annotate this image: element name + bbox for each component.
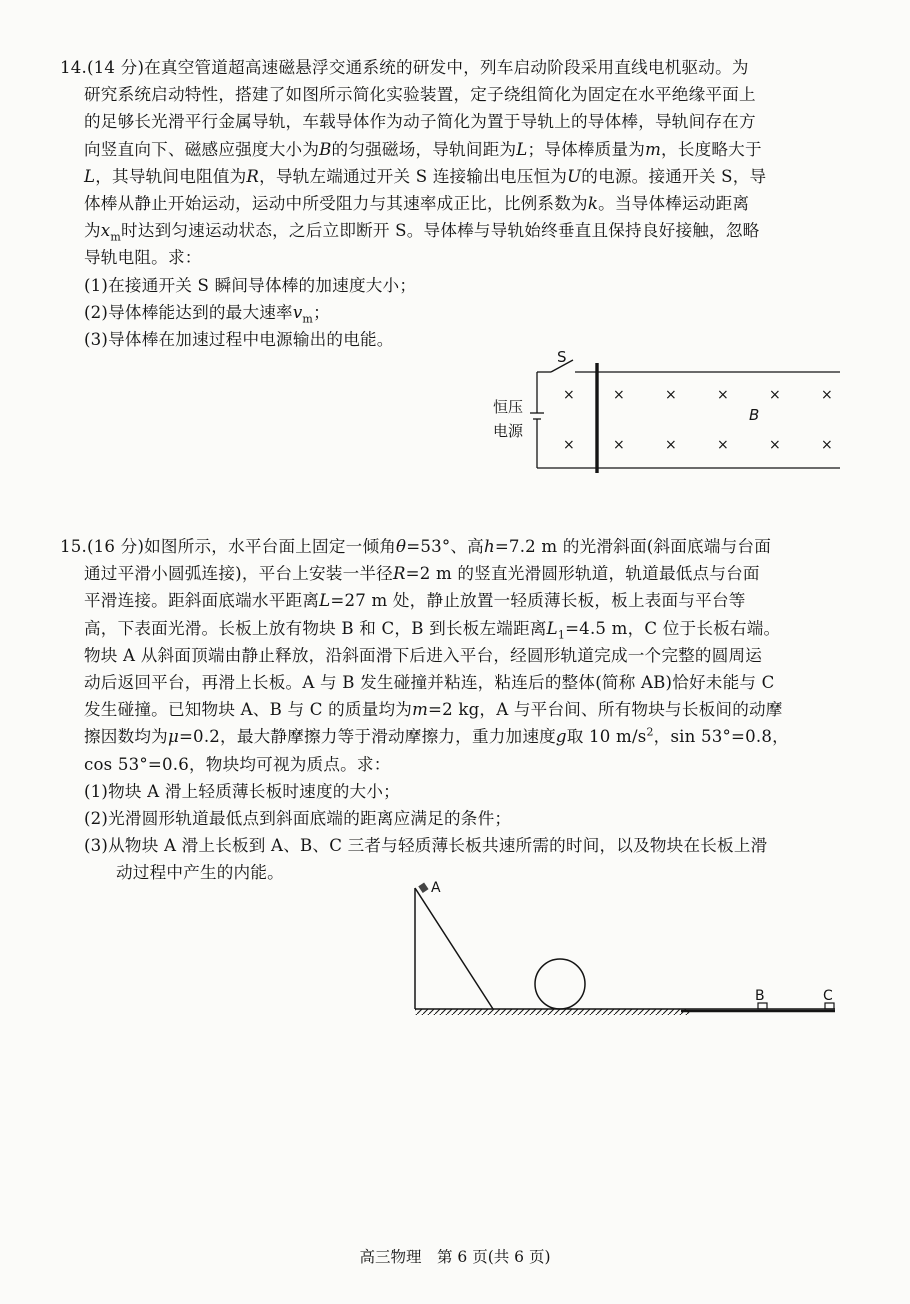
q15-sub-3: (3)从物块 A 滑上长板到 A、B、C 三者与轻质薄长板共速所需的时间，以及物块在长板上滑 bbox=[84, 836, 768, 856]
label-B: B bbox=[755, 988, 765, 1004]
ground-hatch bbox=[415, 1009, 690, 1015]
question-14 bbox=[60, 54, 850, 353]
q14-line: 的足够长光滑平行金属导轨，车载导体作为动子简化为置于导轨上的导体棒，导轨间存在方 bbox=[84, 112, 756, 132]
field-label: B bbox=[749, 406, 760, 424]
q14-line: 14.(14 分)在真空管道超高速磁悬浮交通系统的研发中，列车启动阶段采用直线电机驱动。为 bbox=[60, 58, 749, 77]
field-cross: × bbox=[769, 437, 781, 453]
page-footer: 高三物理 第 6 页(共 6 页) bbox=[359, 1248, 551, 1266]
q15-line: 平滑连接。距斜面底端水平距离L=27 m 处，静止放置一轻质薄长板，板上表面与平台等 bbox=[84, 591, 746, 611]
q14-sub-3: (3)导体棒在加速过程中电源输出的电能。 bbox=[84, 330, 394, 350]
q15-line: 15.(16 分)如图所示，水平台面上固定一倾角θ=53°、高h=7.2 m 的光滑斜面(斜面底端与台面 bbox=[60, 537, 772, 556]
source-label: 恒压 bbox=[493, 398, 524, 416]
q14-sub-1: (1)在接通开关 S 瞬间导体棒的加速度大小； bbox=[84, 275, 417, 295]
q15-line: cos 53°=0.6，物块均可视为质点。求： bbox=[84, 754, 391, 774]
field-cross: × bbox=[613, 437, 625, 453]
incline-loop-figure bbox=[405, 870, 845, 1030]
q15-line: 发生碰撞。已知物块 A、B 与 C 的质量均为m=2 kg，A 与平台间、所有物块与长板间的动摩 bbox=[84, 700, 783, 720]
q14-line: 体棒从静止开始运动，运动中所受阻力与其速率成正比，比例系数为k。当导体棒运动距离 bbox=[84, 194, 750, 214]
source-label: 电源 bbox=[493, 422, 524, 440]
field-cross: × bbox=[769, 387, 781, 403]
q14-sub-2: (2)导体棒能达到的最大速率$v_m$； bbox=[84, 302, 330, 326]
field-cross: × bbox=[563, 387, 575, 403]
q15-line: 物块 A 从斜面顶端由静止释放，沿斜面滑下后进入平台，经圆形轨道完成一个完整的圆周运 bbox=[84, 645, 763, 665]
field-cross: × bbox=[665, 387, 677, 403]
q15-sub-1: (1)物块 A 滑上轻质薄长板时速度的大小； bbox=[84, 781, 400, 801]
q15-sub-3-cont: 动过程中产生的内能。 bbox=[116, 863, 284, 883]
q14-line: 研究系统启动特性，搭建了如图所示简化实验装置，定子绕组简化为固定在水平绝缘平面上 bbox=[84, 85, 756, 105]
label-C: C bbox=[823, 988, 833, 1004]
q15-line: 高，下表面光滑。长板上放有物块 B 和 C，B 到长板左端距离$L_1=4.5$ m，C 位于长板右端。 bbox=[84, 618, 781, 641]
q15-line: 通过平滑小圆弧连接)，平台上安装一半径R=2 m 的竖直光滑圆形轨道，轨道最低点与台面 bbox=[84, 564, 760, 584]
switch-label: S bbox=[557, 348, 567, 366]
q14-line: 向竖直向下、磁感应强度大小为B的匀强磁场，导轨间距为L；导体棒质量为m，长度略大于 bbox=[84, 139, 762, 159]
circular-track bbox=[535, 959, 585, 1009]
question-15 bbox=[60, 533, 850, 887]
q15-sub-2: (2)光滑圆形轨道最低点到斜面底端的距离应满足的条件； bbox=[84, 809, 512, 829]
q14-line: L，其导轨间电阻值为R，导轨左端通过开关 S 连接输出电压恒为U的电源。接通开关 S，导 bbox=[84, 166, 767, 186]
q14-line: 导轨电阻。求： bbox=[84, 248, 202, 268]
rail-circuit-figure bbox=[485, 345, 850, 475]
q15-line: 擦因数均为μ=0.2，最大静摩擦力等于滑动摩擦力，重力加速度g取 10 $m/s^2$，sin 53°=0.8， bbox=[84, 725, 789, 747]
incline-slope bbox=[415, 888, 493, 1009]
block-A bbox=[418, 882, 428, 893]
field-cross: × bbox=[613, 387, 625, 403]
field-cross: × bbox=[717, 387, 729, 403]
field-cross: × bbox=[665, 437, 677, 453]
q15-line: 动后返回平台，再滑上长板。A 与 B 发生碰撞并粘连，粘连后的整体(简称 AB)恰好未能与 C bbox=[84, 673, 775, 693]
label-A: A bbox=[431, 880, 441, 896]
field-cross: × bbox=[821, 387, 833, 403]
q14-line: 为$x_m$时达到匀速运动状态，之后立即断开 S。导体棒与导轨始终垂直且保持良好接触，忽略 bbox=[84, 221, 760, 244]
field-cross: × bbox=[717, 437, 729, 453]
field-cross: × bbox=[821, 437, 833, 453]
field-cross: × bbox=[563, 437, 575, 453]
